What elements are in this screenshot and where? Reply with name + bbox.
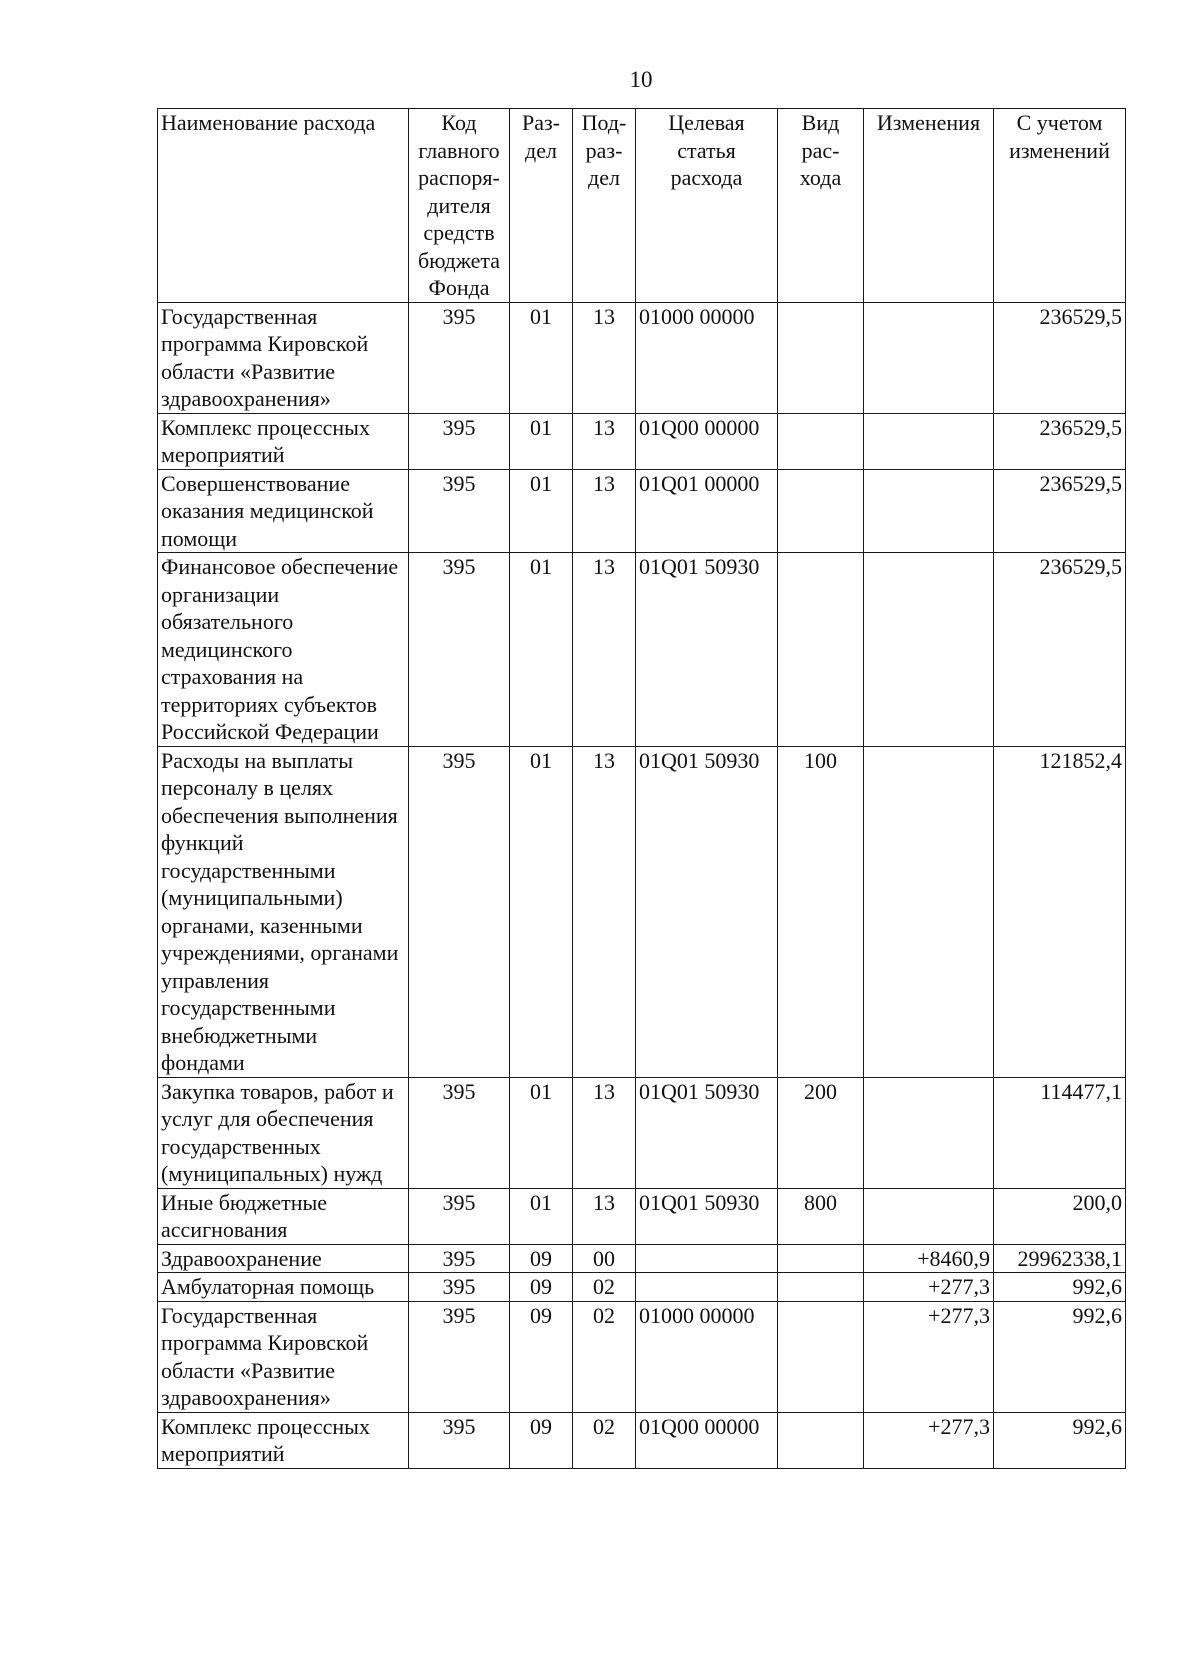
cell-name: Государственная программа Кировской области «Развитие здравоохранения»: [158, 302, 409, 413]
header-type: Вид рас-хода: [778, 109, 864, 303]
cell-code: 395: [409, 1188, 510, 1244]
cell-target: 01Q01 00000: [636, 469, 778, 553]
cell-changes: [864, 553, 994, 747]
cell-code: 395: [409, 553, 510, 747]
table-row: [158, 1273, 1126, 1302]
header-target: Целевая статья расхода: [636, 109, 778, 303]
cell-total: 992,6: [994, 1273, 1126, 1302]
cell-name: Закупка товаров, работ и услуг для обеспечения государственных (муниципальных) нужд: [158, 1077, 409, 1188]
cell-section: 01: [510, 1077, 573, 1188]
cell-target: 01Q01 50930: [636, 1188, 778, 1244]
cell-total: 200,0: [994, 1188, 1126, 1244]
cell-subsection: 13: [573, 1077, 636, 1188]
table-row: [158, 1301, 1126, 1412]
table-row: [158, 302, 1126, 413]
cell-name: Расходы на выплаты персоналу в целях обеспечения выполнения функций государственными (муниципальными) органами, казенными учреждениями, органами управления государственными внебюджетными фондами: [158, 746, 409, 1077]
table-row: [158, 1077, 1126, 1188]
cell-type: [778, 553, 864, 747]
cell-changes: +277,3: [864, 1273, 994, 1302]
cell-name: Государственная программа Кировской области «Развитие здравоохранения»: [158, 1301, 409, 1412]
cell-section: 09: [510, 1273, 573, 1302]
cell-type: [778, 302, 864, 413]
cell-name: Финансовое обеспечение организации обязательного медицинского страхования на территориях субъектов Российской Федерации: [158, 553, 409, 747]
cell-subsection: 13: [573, 302, 636, 413]
cell-type: [778, 1273, 864, 1302]
cell-name: Иные бюджетные ассигнования: [158, 1188, 409, 1244]
cell-target: 01000 00000: [636, 302, 778, 413]
cell-name: Комплекс процессных мероприятий: [158, 1412, 409, 1468]
cell-target: 01Q01 50930: [636, 746, 778, 1077]
table-row: [158, 746, 1126, 1077]
table-row: [158, 1244, 1126, 1273]
cell-section: 09: [510, 1412, 573, 1468]
cell-type: [778, 413, 864, 469]
cell-section: 01: [510, 746, 573, 1077]
cell-changes: [864, 1188, 994, 1244]
cell-section: 01: [510, 1188, 573, 1244]
header-subsection: Под-раз-дел: [573, 109, 636, 303]
cell-code: 395: [409, 1077, 510, 1188]
cell-subsection: 02: [573, 1273, 636, 1302]
cell-section: 01: [510, 469, 573, 553]
table-row: [158, 413, 1126, 469]
cell-section: 01: [510, 413, 573, 469]
header-name: Наименование расхода: [158, 109, 409, 303]
cell-type: [778, 1301, 864, 1412]
cell-total: 121852,4: [994, 746, 1126, 1077]
cell-section: 09: [510, 1244, 573, 1273]
cell-target: 01Q01 50930: [636, 1077, 778, 1188]
cell-total: 29962338,1: [994, 1244, 1126, 1273]
cell-target: 01000 00000: [636, 1301, 778, 1412]
cell-type: 800: [778, 1188, 864, 1244]
cell-type: [778, 1244, 864, 1273]
cell-code: 395: [409, 302, 510, 413]
header-total: С учетом изменений: [994, 109, 1126, 303]
cell-subsection: 02: [573, 1301, 636, 1412]
cell-subsection: 02: [573, 1412, 636, 1468]
cell-changes: +277,3: [864, 1301, 994, 1412]
cell-subsection: 13: [573, 553, 636, 747]
cell-subsection: 13: [573, 746, 636, 1077]
table-row: [158, 469, 1126, 553]
cell-code: 395: [409, 413, 510, 469]
header-changes: Изменения: [864, 109, 994, 303]
cell-total: 236529,5: [994, 469, 1126, 553]
cell-target: 01Q01 50930: [636, 553, 778, 747]
cell-section: 09: [510, 1301, 573, 1412]
budget-table: [157, 108, 1126, 1469]
cell-target: 01Q00 00000: [636, 413, 778, 469]
cell-section: 01: [510, 302, 573, 413]
table-row: [158, 1412, 1126, 1468]
cell-type: 100: [778, 746, 864, 1077]
cell-name: Амбулаторная помощь: [158, 1273, 409, 1302]
table-row: [158, 1188, 1126, 1244]
cell-subsection: 13: [573, 413, 636, 469]
cell-target: [636, 1273, 778, 1302]
cell-subsection: 13: [573, 469, 636, 553]
cell-target: 01Q00 00000: [636, 1412, 778, 1468]
cell-total: 236529,5: [994, 553, 1126, 747]
cell-changes: [864, 1077, 994, 1188]
cell-total: 236529,5: [994, 413, 1126, 469]
cell-type: [778, 1412, 864, 1468]
cell-code: 395: [409, 1273, 510, 1302]
cell-section: 01: [510, 553, 573, 747]
cell-total: 114477,1: [994, 1077, 1126, 1188]
cell-type: [778, 469, 864, 553]
cell-name: Комплекс процессных мероприятий: [158, 413, 409, 469]
cell-subsection: 13: [573, 1188, 636, 1244]
cell-code: 395: [409, 1244, 510, 1273]
table-header-row: [158, 109, 1126, 303]
cell-changes: [864, 413, 994, 469]
cell-changes: +277,3: [864, 1412, 994, 1468]
cell-total: 992,6: [994, 1412, 1126, 1468]
cell-name: Здравоохранение: [158, 1244, 409, 1273]
cell-changes: [864, 746, 994, 1077]
cell-code: 395: [409, 1301, 510, 1412]
header-section: Раз-дел: [510, 109, 573, 303]
page-number: 10: [629, 67, 653, 92]
cell-changes: [864, 302, 994, 413]
cell-target: [636, 1244, 778, 1273]
cell-total: 992,6: [994, 1301, 1126, 1412]
cell-changes: +8460,9: [864, 1244, 994, 1273]
cell-code: 395: [409, 1412, 510, 1468]
table-row: [158, 553, 1126, 747]
header-code: Код главного распоря-дителя средств бюджета Фонда: [409, 109, 510, 303]
cell-changes: [864, 469, 994, 553]
cell-code: 395: [409, 746, 510, 1077]
cell-subsection: 00: [573, 1244, 636, 1273]
cell-name: Совершенствование оказания медицинской помощи: [158, 469, 409, 553]
cell-code: 395: [409, 469, 510, 553]
cell-total: 236529,5: [994, 302, 1126, 413]
cell-type: 200: [778, 1077, 864, 1188]
